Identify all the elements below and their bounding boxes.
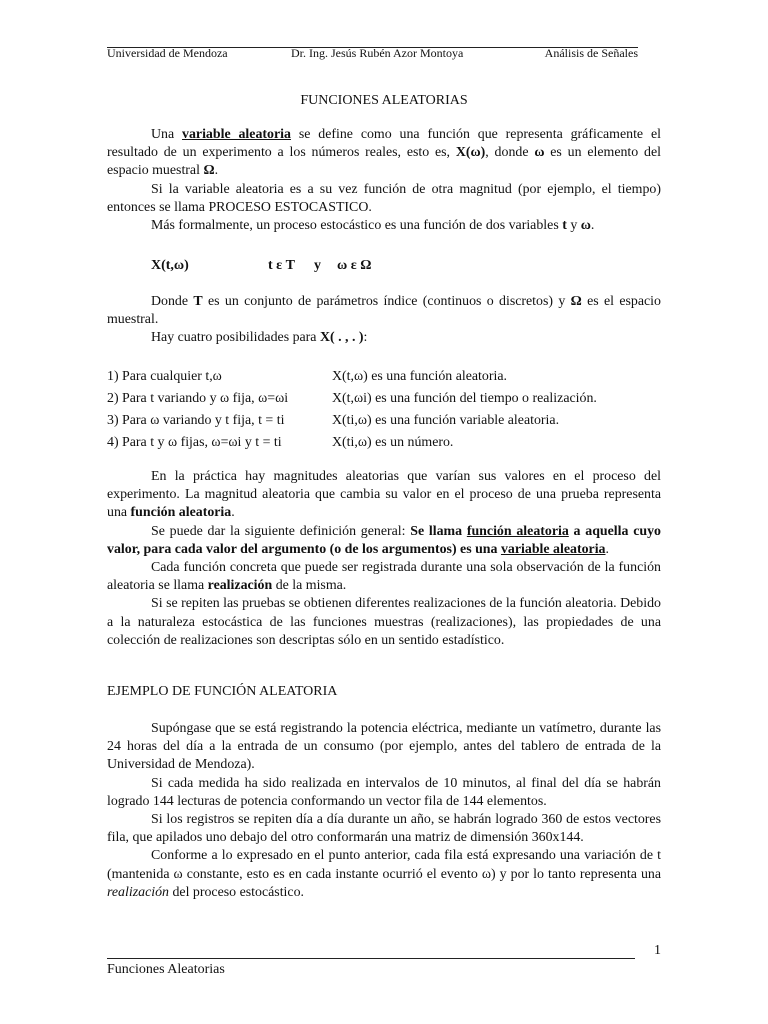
page-number: 1 (654, 943, 661, 958)
practice-section (107, 468, 661, 650)
formula-expression: X(t,ω) (151, 258, 189, 273)
case-condition: 3) Para ω variando y t fija, t = ti (107, 413, 285, 428)
case-result: X(ti,ω) es un número. (332, 435, 454, 450)
where-section (107, 293, 661, 348)
practice-paragraph-3: Cada función concreta que puede ser registrada durante una sola observación de la función aleatoria se llama realización de la misma. (107, 560, 661, 594)
case-item (107, 410, 667, 432)
cases-list (107, 366, 667, 454)
header-university: Universidad de Mendoza (107, 46, 228, 60)
practice-paragraph-1: En la práctica hay magnitudes aleatorias que varían sus valores en el proceso del experimento. La magnitud aleatoria que cambia su valor en el proceso de una prueba representa una función aleatoria. (107, 469, 661, 521)
formula-t-in-T: t ε T (268, 258, 295, 273)
example-paragraph-4: Conforme a lo expresado en el punto anterior, cada fila está expresando una variación de t (mantenida ω constante, esto es en cada instante ocurrió el evento ω) y por lo tanto representa una realización del proceso estocástico. (107, 848, 661, 900)
example-section (107, 720, 661, 902)
case-result: X(t,ωi) es una función del tiempo o realización. (332, 391, 597, 406)
case-item (107, 388, 667, 410)
footer-label: Funciones Aleatorias (107, 962, 225, 977)
example-title: EJEMPLO DE FUNCIÓN ALEATORIA (107, 684, 338, 699)
case-item (107, 432, 667, 454)
case-result: X(ti,ω) es una función variable aleatoria. (332, 413, 560, 428)
case-condition: 4) Para t y ω fijas, ω=ωi y t = ti (107, 435, 282, 450)
case-condition: 2) Para t variando y ω fija, ω=ωi (107, 391, 289, 406)
header-author: Dr. Ing. Jesús Rubén Azor Montoya (291, 46, 464, 60)
practice-paragraph-4: Si se repiten las pruebas se obtienen diferentes realizaciones de la función aleatoria. Debido a la naturaleza estocástica de las funciones muestras (realizaciones), las propiedades de una colección de realizaciones son descriptas sólo en un sentido estadístico. (107, 596, 661, 648)
formula-w-in-Omega: ω ε Ω (337, 258, 372, 273)
intro-paragraph-2: Si la variable aleatoria es a su vez función de otra magnitud (por ejemplo, el tiempo) entonces se llama PROCESO ESTOCASTICO. (107, 181, 661, 215)
intro-section (107, 126, 661, 235)
page-header (107, 46, 638, 60)
header-course: Análisis de Señales (544, 46, 638, 60)
footer-rule (107, 958, 635, 959)
page-title: FUNCIONES ALEATORIAS (300, 93, 468, 108)
case-result: X(t,ω) es una función aleatoria. (332, 369, 507, 384)
where-paragraph: Donde T es un conjunto de parámetros índice (continuos o discretos) y Ω es el espacio muestral. (107, 294, 661, 328)
intro-paragraph-1: Una variable aleatoria se define como una función que representa gráficamente el resultado de un experimento a los números reales, esto es, X(ω), donde ω es un elemento del espacio muestral Ω. (107, 127, 662, 179)
example-paragraph-1: Supóngase que se está registrando la potencia eléctrica, mediante un vatímetro, durante las 24 horas del día a la entrada de un consumo (por ejemplo, antes del tablero de entrada de la Universidad de Mendoza). (107, 721, 661, 773)
case-condition: 1) Para cualquier t,ω (107, 369, 222, 384)
example-paragraph-2: Si cada medida ha sido realizada en intervalos de 10 minutos, al final del día se habrán logrado 144 lecturas de potencia conformando un vector fila de 144 elementos. (107, 775, 661, 809)
case-item (107, 366, 667, 388)
intro-paragraph-3: Más formalmente, un proceso estocástico es una función de dos variables t y ω. (151, 218, 595, 234)
formula-and: y (314, 258, 321, 273)
possibilities-paragraph: Hay cuatro posibilidades para X( . , . ): (151, 330, 368, 346)
definition-paragraph: Se puede dar la siguiente definición general: Se llama función aleatoria a aquella cuyo valor, para cada valor del argumento (o de los argumentos) es una variable aleatoria. (107, 523, 662, 557)
example-paragraph-3: Si los registros se repiten día a día durante un año, se habrán logrado 360 de estos vectores fila, que apilados uno debajo del otro conformarán una matriz de dimensión 360x144. (107, 812, 661, 846)
